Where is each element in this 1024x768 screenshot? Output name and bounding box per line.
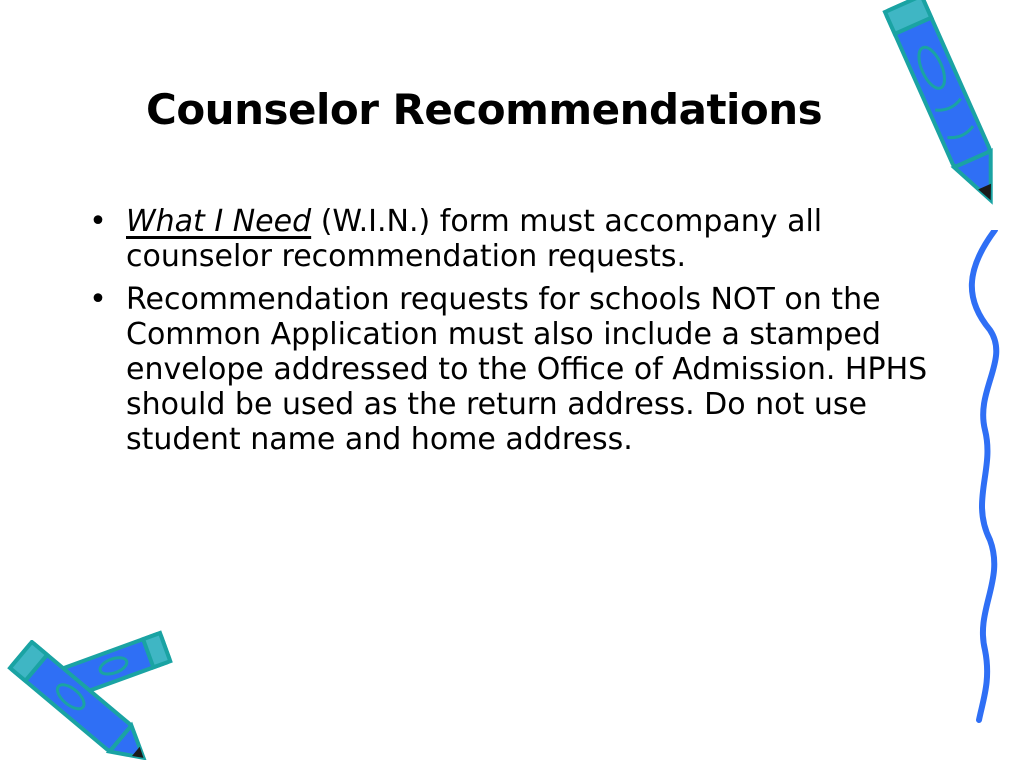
slide-title: Counselor Recommendations (146, 85, 823, 134)
bullet-item (86, 204, 936, 274)
pencil-icon (855, 0, 1005, 245)
bullet-item (86, 282, 936, 457)
bullet-text: (W.I.N.) form must accompany all counselor recommendation requests. (126, 204, 823, 274)
what-i-need-link[interactable]: What I Need (126, 204, 312, 239)
squiggle-line (955, 230, 1015, 730)
bullet-glyph: • (89, 282, 107, 317)
pencil-icon (0, 640, 150, 760)
bullet-text: Recommendation requests for schools NOT on the Common Application must also include a stamped envelope addressed to the Office of Admission. HPHS should be used as the return address. Do not use student name and home address. (126, 282, 928, 457)
bullet-glyph: • (89, 204, 107, 239)
bullet-list (86, 204, 936, 465)
